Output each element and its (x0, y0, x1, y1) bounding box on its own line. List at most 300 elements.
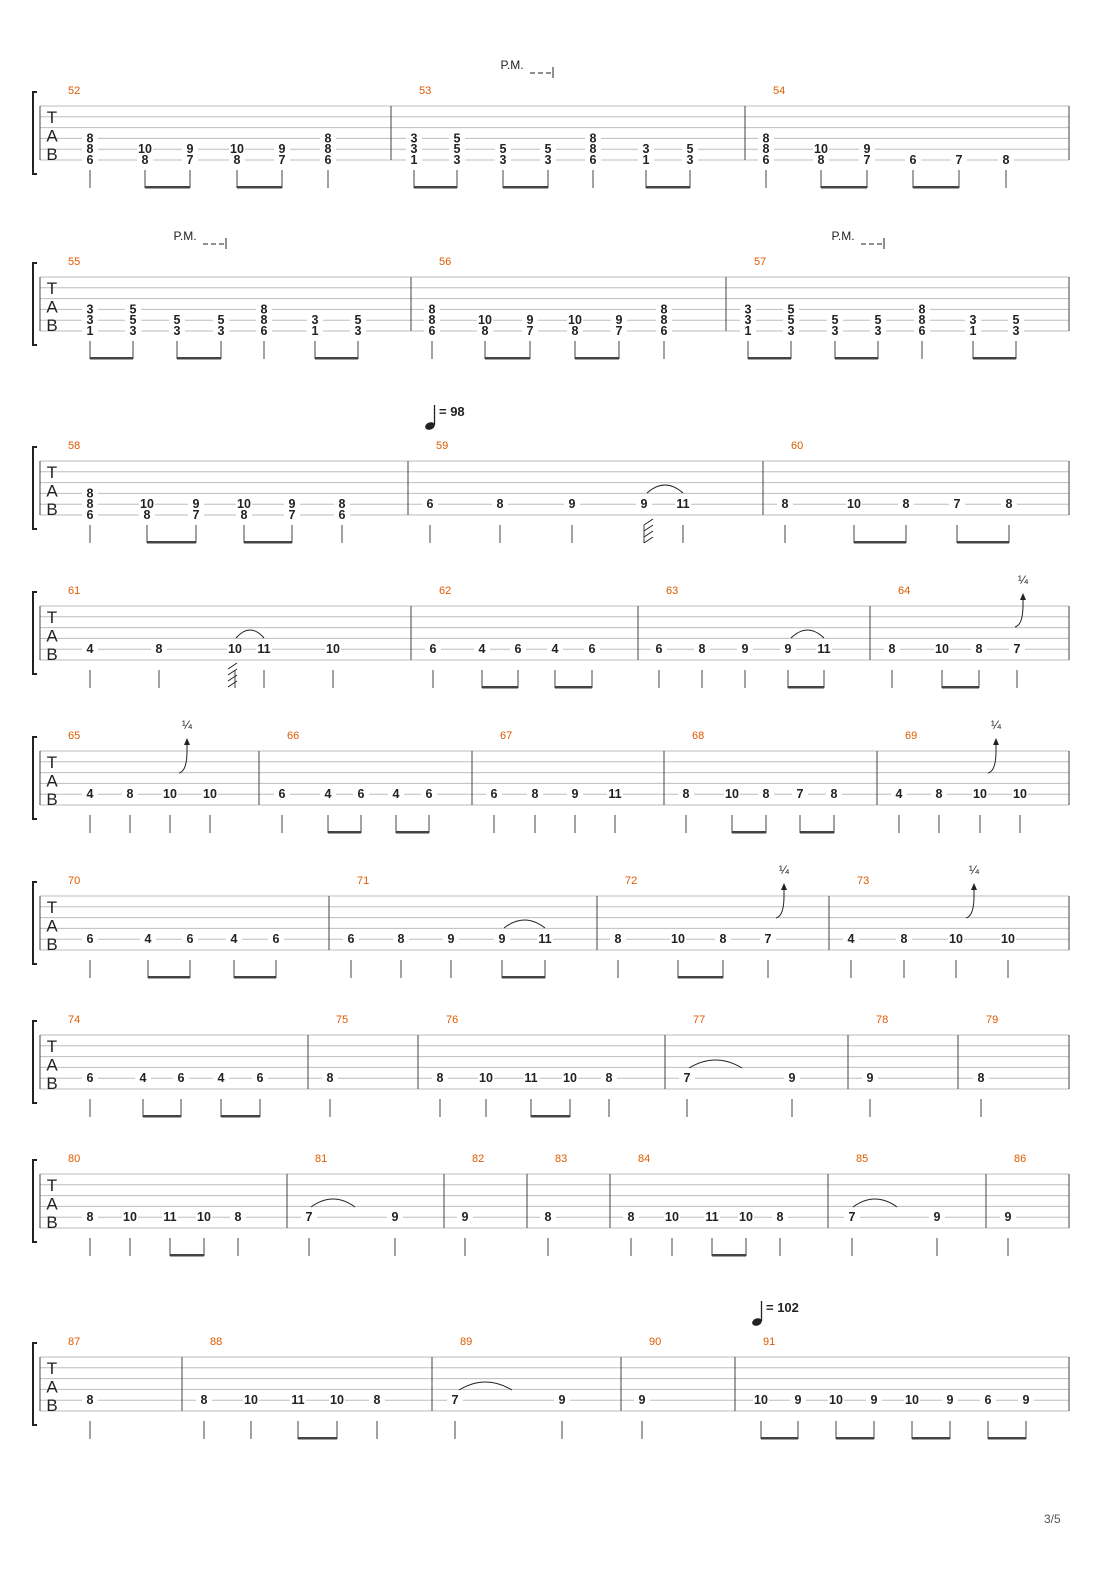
fret-number: 8 (614, 932, 622, 947)
tab-clef-b: B (46, 935, 58, 954)
measure-number: 91 (763, 1336, 776, 1348)
tremolo-slash-icon (644, 537, 653, 543)
fret-number: 10 (228, 642, 242, 657)
fret-number: 8 (428, 302, 436, 317)
tremolo-slash-icon (228, 675, 237, 681)
fret-number: 8 (496, 497, 504, 512)
beam (148, 976, 190, 979)
tremolo-slash-icon (644, 531, 653, 537)
measure-number: 84 (638, 1153, 651, 1165)
measure-number: 65 (68, 730, 81, 742)
fret-number: 11 (608, 787, 622, 802)
fret-number: 8 (605, 1071, 613, 1086)
measure-number: 58 (68, 440, 81, 452)
measure-number: 64 (898, 585, 911, 597)
fret-number: 5 (1012, 313, 1020, 328)
tab-clef-t: T (46, 753, 58, 772)
fret-number: 9 (638, 1393, 646, 1408)
beam (234, 976, 276, 979)
fret-number: 7 (953, 497, 961, 512)
fret-number: 9 (498, 932, 506, 947)
fret-number: 10 (568, 313, 582, 328)
bend-curve (1015, 605, 1023, 627)
fret-number: 8 (627, 1210, 635, 1225)
measure-number: 57 (754, 256, 767, 268)
fret-number: 6 (589, 153, 597, 167)
fret-number: 7 (451, 1393, 459, 1408)
fret-number: 10 (973, 787, 987, 802)
measure-number: 82 (472, 1153, 485, 1165)
beam (482, 686, 518, 689)
fret-number: 9 (946, 1393, 954, 1408)
fret-number: 5 (453, 131, 461, 146)
fret-number: 8 (260, 302, 268, 317)
measure-number: 80 (68, 1153, 81, 1165)
fret-number: 10 (237, 497, 251, 512)
fret-number: 11 (705, 1210, 719, 1225)
fret-number: 9 (863, 142, 871, 157)
fret-number: 3 (686, 153, 694, 167)
measure-number: 74 (68, 1014, 81, 1026)
fret-number: 3 (874, 324, 882, 338)
tab-clef-a: A (46, 1055, 58, 1075)
fret-number: 5 (354, 313, 362, 328)
tab-clef-a: A (46, 1194, 58, 1214)
fret-number: 8 (698, 642, 706, 657)
fret-number: 9 (571, 787, 579, 802)
system-bracket (33, 92, 37, 174)
measure-number: 73 (857, 875, 870, 887)
tab-clef-a: A (46, 126, 58, 146)
fret-number: 6 (357, 787, 365, 802)
beam (485, 357, 530, 360)
beam (913, 186, 959, 189)
measure-number: 83 (555, 1153, 568, 1165)
fret-number: 11 (817, 642, 831, 657)
fret-number: 10 (326, 642, 340, 657)
beam (942, 686, 979, 689)
fret-number: 7 (955, 153, 963, 167)
fret-number: 9 (933, 1210, 941, 1225)
bend-arrow-icon (781, 883, 787, 890)
fret-number: 9 (1022, 1393, 1030, 1408)
beam (170, 1254, 204, 1257)
measure-number: 77 (693, 1014, 706, 1026)
system-bracket (33, 447, 37, 529)
beam (973, 357, 1016, 360)
fret-number: 10 (847, 497, 861, 512)
beam (835, 357, 878, 360)
fret-number: 10 (203, 787, 217, 802)
fret-number: 6 (86, 1071, 94, 1086)
beam (555, 686, 592, 689)
fret-number: 8 (143, 508, 151, 522)
measure-number: 53 (419, 85, 432, 97)
beam (854, 541, 906, 544)
fret-number: 5 (129, 302, 137, 317)
tab-clef-t: T (46, 898, 58, 917)
fret-number: 9 (870, 1393, 878, 1408)
fret-number: 11 (257, 642, 271, 657)
fret-number: 6 (338, 508, 346, 522)
tab-clef-t: T (46, 279, 58, 298)
measure-number: 67 (500, 730, 513, 742)
fret-number: 8 (531, 787, 539, 802)
tremolo-slash-icon (644, 519, 653, 525)
fret-number: 5 (787, 302, 795, 317)
fret-number: 3 (544, 153, 552, 167)
fret-number: 10 (230, 142, 244, 157)
bend-amount: ¼ (968, 863, 980, 877)
bend-amount: ¼ (1017, 573, 1029, 587)
fret-number: 9 (615, 313, 623, 328)
fret-number: 10 (330, 1393, 344, 1408)
fret-number: 8 (762, 131, 770, 146)
fret-number: 8 (888, 642, 896, 657)
beam (145, 186, 190, 189)
fret-number: 6 (260, 324, 268, 338)
fret-number: 6 (762, 153, 770, 167)
fret-number: 4 (86, 642, 94, 657)
fret-number: 8 (817, 153, 825, 167)
system-bracket (33, 882, 37, 964)
fret-number: 10 (1013, 787, 1027, 802)
beam (503, 186, 548, 189)
fret-number: 9 (741, 642, 749, 657)
fret-number: 6 (655, 642, 663, 657)
beam (414, 186, 457, 189)
fret-number: 3 (173, 324, 181, 338)
system-5 (33, 737, 1069, 834)
fret-number: 6 (86, 508, 94, 522)
palm-mute-label: P.M. (831, 229, 855, 243)
bend-arrow-icon (184, 738, 190, 745)
beam (988, 1437, 1026, 1440)
fret-number: 8 (481, 324, 489, 338)
fret-number: 3 (354, 324, 362, 338)
measure-number: 89 (460, 1336, 473, 1348)
fret-number: 4 (478, 642, 486, 657)
fret-number: 10 (1001, 932, 1015, 947)
fret-number: 8 (86, 131, 94, 146)
tempo-marking: = 98 (439, 404, 465, 419)
tab-clef-t: T (46, 463, 58, 482)
tab-clef-b: B (46, 145, 58, 164)
fret-number: 6 (425, 787, 433, 802)
fret-number: 6 (86, 932, 94, 947)
fret-number: 9 (192, 497, 200, 512)
fret-number: 8 (86, 142, 94, 157)
beam (177, 357, 221, 360)
system-7 (33, 1021, 1069, 1118)
fret-number: 9 (461, 1210, 469, 1225)
fret-number: 8 (544, 1210, 552, 1225)
tab-clef-t: T (46, 1359, 58, 1378)
fret-number: 8 (86, 1393, 94, 1408)
fret-number: 10 (163, 787, 177, 802)
beam (748, 357, 791, 360)
fret-number: 4 (144, 932, 152, 947)
fret-number: 7 (192, 508, 200, 522)
tab-clef-b: B (46, 1396, 58, 1415)
system-8 (33, 1160, 1069, 1257)
fret-number: 7 (848, 1210, 856, 1225)
fret-number: 3 (744, 313, 752, 328)
beam (836, 1437, 874, 1440)
fret-number: 8 (338, 497, 346, 512)
fret-number: 4 (847, 932, 855, 947)
beam (221, 1115, 260, 1118)
fret-number: 3 (129, 324, 137, 338)
fret-number: 8 (141, 153, 149, 167)
fret-number: 1 (744, 324, 752, 338)
beam (712, 1254, 746, 1257)
measure-number: 61 (68, 585, 81, 597)
fret-number: 6 (588, 642, 596, 657)
fret-number: 11 (676, 497, 690, 512)
fret-number: 8 (660, 313, 668, 328)
fret-number: 8 (918, 302, 926, 317)
fret-number: 7 (615, 324, 623, 338)
fret-number: 10 (123, 1210, 137, 1225)
system-bracket (33, 592, 37, 674)
fret-number: 3 (410, 142, 418, 157)
fret-number: 6 (347, 932, 355, 947)
fret-number: 10 (935, 642, 949, 657)
fret-number: 3 (217, 324, 225, 338)
fret-number: 6 (86, 153, 94, 167)
beam (502, 976, 545, 979)
tie-arc (689, 1060, 742, 1068)
fret-number: 1 (86, 324, 94, 338)
beam (575, 357, 619, 360)
system-6 (33, 882, 1069, 979)
fret-number: 5 (217, 313, 225, 328)
fret-number: 8 (200, 1393, 208, 1408)
measure-number: 79 (986, 1014, 999, 1026)
fret-number: 9 (788, 1071, 796, 1086)
fret-number: 5 (544, 142, 552, 157)
fret-number: 8 (397, 932, 405, 947)
palm-mute-label: P.M. (173, 229, 197, 243)
tie-arc (236, 630, 264, 638)
beam (788, 686, 824, 689)
measure-number: 75 (336, 1014, 349, 1026)
fret-number: 8 (589, 142, 597, 157)
measure-number: 76 (446, 1014, 459, 1026)
system-9 (33, 1343, 1069, 1440)
fret-number: 8 (1002, 153, 1010, 167)
beam (732, 831, 766, 834)
bend-amount: ¼ (181, 718, 193, 732)
tremolo-slash-icon (228, 669, 237, 675)
fret-number: 10 (671, 932, 685, 947)
fret-number: 1 (410, 153, 418, 167)
measure-number: 56 (439, 256, 452, 268)
tab-clef-t: T (46, 1176, 58, 1195)
beam (646, 186, 690, 189)
fret-number: 10 (905, 1393, 919, 1408)
fret-number: 5 (831, 313, 839, 328)
fret-number: 7 (288, 508, 296, 522)
fret-number: 6 (426, 497, 434, 512)
tab-clef-t: T (46, 608, 58, 627)
tab-clef-a: A (46, 771, 58, 791)
fret-number: 8 (234, 1210, 242, 1225)
bend-amount: ¼ (778, 863, 790, 877)
fret-number: 9 (1004, 1210, 1012, 1225)
system-2 (33, 263, 1069, 360)
measure-number: 66 (287, 730, 300, 742)
fret-number: 3 (453, 153, 461, 167)
fret-number: 6 (428, 324, 436, 338)
fret-number: 10 (563, 1071, 577, 1086)
fret-number: 3 (787, 324, 795, 338)
page-number: 3/5 (1044, 1512, 1061, 1526)
measure-number: 88 (210, 1336, 223, 1348)
fret-number: 3 (86, 302, 94, 317)
fret-number: 10 (479, 1071, 493, 1086)
fret-number: 8 (781, 497, 789, 512)
fret-number: 6 (660, 324, 668, 338)
fret-number: 10 (478, 313, 492, 328)
tab-clef-t: T (46, 1037, 58, 1056)
fret-number: 8 (918, 313, 926, 328)
fret-number: 5 (453, 142, 461, 157)
system-bracket (33, 1160, 37, 1242)
fret-number: 8 (373, 1393, 381, 1408)
measure-number: 90 (649, 1336, 662, 1348)
tremolo-slash-icon (228, 663, 237, 669)
fret-number: 8 (240, 508, 248, 522)
fret-number: 10 (140, 497, 154, 512)
fret-number: 8 (830, 787, 838, 802)
tab-clef-a: A (46, 626, 58, 646)
fret-number: 8 (86, 486, 94, 501)
system-bracket (33, 1343, 37, 1425)
fret-number: 7 (796, 787, 804, 802)
tab-clef-b: B (46, 1213, 58, 1232)
beam (678, 976, 723, 979)
measure-number: 54 (773, 85, 786, 97)
tie-arc (504, 920, 545, 928)
bend-arrow-icon (1020, 593, 1026, 600)
fret-number: 8 (762, 787, 770, 802)
fret-number: 5 (787, 313, 795, 328)
fret-number: 6 (490, 787, 498, 802)
fret-number: 6 (186, 932, 194, 947)
beam (244, 541, 292, 544)
fret-number: 6 (984, 1393, 992, 1408)
fret-number: 10 (665, 1210, 679, 1225)
tremolo-slash-icon (228, 681, 237, 687)
fret-number: 8 (86, 1210, 94, 1225)
system-3 (33, 447, 1069, 544)
fret-number: 7 (764, 932, 772, 947)
fret-number: 9 (447, 932, 455, 947)
fret-number: 1 (311, 324, 319, 338)
fret-number: 10 (829, 1393, 843, 1408)
fret-number: 6 (256, 1071, 264, 1086)
measure-number: 81 (315, 1153, 328, 1165)
fret-number: 6 (324, 153, 332, 167)
fret-number: 8 (324, 131, 332, 146)
fret-number: 11 (538, 932, 552, 947)
fret-number: 3 (969, 313, 977, 328)
fret-number: 8 (719, 932, 727, 947)
fret-number: 4 (324, 787, 332, 802)
fret-number: 8 (326, 1071, 334, 1086)
fret-number: 3 (499, 153, 507, 167)
fret-number: 9 (784, 642, 792, 657)
tab-clef-a: A (46, 481, 58, 501)
system-bracket (33, 1021, 37, 1103)
measure-number: 60 (791, 440, 804, 452)
fret-number: 10 (739, 1210, 753, 1225)
fret-number: 6 (429, 642, 437, 657)
fret-number: 4 (139, 1071, 147, 1086)
fret-number: 9 (568, 497, 576, 512)
beam (800, 831, 834, 834)
fret-number: 8 (900, 932, 908, 947)
fret-number: 8 (86, 497, 94, 512)
fret-number: 10 (197, 1210, 211, 1225)
fret-number: 7 (186, 153, 194, 167)
fret-number: 9 (794, 1393, 802, 1408)
fret-number: 9 (526, 313, 534, 328)
measure-number: 70 (68, 875, 81, 887)
fret-number: 8 (571, 324, 579, 338)
measure-number: 87 (68, 1336, 81, 1348)
fret-number: 3 (1012, 324, 1020, 338)
fret-number: 5 (129, 313, 137, 328)
fret-number: 6 (909, 153, 917, 167)
tempo-marking: = 102 (766, 1300, 799, 1315)
measure-number: 52 (68, 85, 81, 97)
fret-number: 10 (138, 142, 152, 157)
fret-number: 6 (177, 1071, 185, 1086)
fret-number: 7 (305, 1210, 313, 1225)
fret-number: 9 (640, 497, 648, 512)
system-bracket (33, 263, 37, 345)
fret-number: 9 (288, 497, 296, 512)
bend-arrow-icon (971, 883, 977, 890)
fret-number: 7 (526, 324, 534, 338)
fret-number: 8 (589, 131, 597, 146)
measure-number: 86 (1014, 1153, 1027, 1165)
fret-number: 1 (642, 153, 650, 167)
tab-clef-t: T (46, 108, 58, 127)
fret-number: 7 (1013, 642, 1021, 657)
fret-number: 6 (272, 932, 280, 947)
fret-number: 3 (410, 131, 418, 146)
fret-number: 8 (428, 313, 436, 328)
fret-number: 11 (524, 1071, 538, 1086)
tie-arc (791, 630, 824, 638)
fret-number: 9 (278, 142, 286, 157)
bend-arrow-icon (993, 738, 999, 745)
fret-number: 9 (866, 1071, 874, 1086)
fret-number: 11 (163, 1210, 177, 1225)
fret-number: 10 (244, 1393, 258, 1408)
palm-mute-label: P.M. (500, 58, 524, 72)
fret-number: 4 (551, 642, 559, 657)
fret-number: 3 (744, 302, 752, 317)
fret-number: 1 (969, 324, 977, 338)
measure-number: 69 (905, 730, 918, 742)
beam (147, 541, 196, 544)
measure-number: 72 (625, 875, 638, 887)
